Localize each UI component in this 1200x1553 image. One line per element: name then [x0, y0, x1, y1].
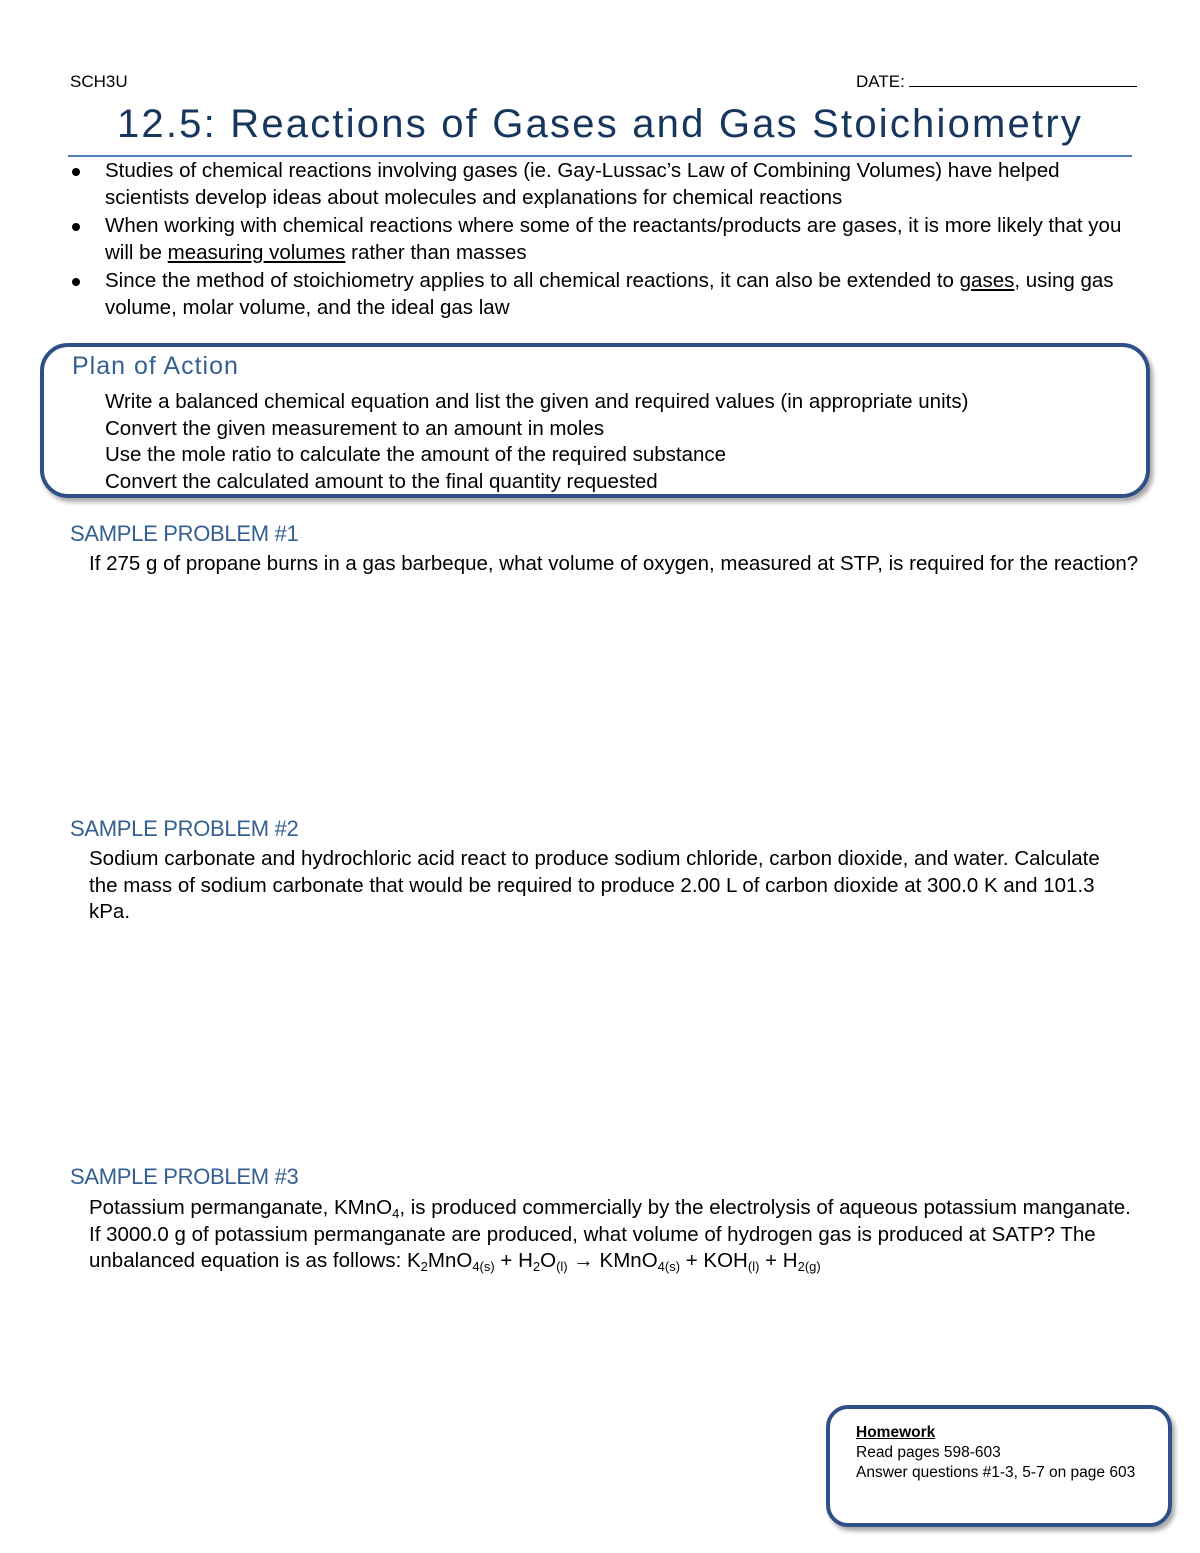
sample-problem-3-heading: SAMPLE PROBLEM #3 — [70, 1164, 299, 1189]
plus-sign: + — [680, 1249, 704, 1272]
formula-part: KOH — [703, 1249, 748, 1272]
date-blank-line — [909, 72, 1137, 87]
sample-problem-3-text — [89, 1195, 1139, 1275]
reaction-arrow-icon: → — [567, 1249, 600, 1272]
homework-title: Homework — [856, 1424, 936, 1441]
sample-problem-1-heading: SAMPLE PROBLEM #1 — [70, 521, 299, 546]
intro-bullet — [68, 268, 1148, 321]
formula-part: KMnO — [599, 1249, 658, 1272]
problem-text: , is produced commercially by the electrolysis of aqueous potassium manganate. If 3000.0 g of potassium permanganate are produced, what volume of hydrogen gas is produced at SATP? The unbalanced equation is as follows: — [89, 1196, 1131, 1272]
plan-step: Convert the given measurement to an amount in moles — [105, 416, 605, 440]
plan-steps — [105, 389, 968, 495]
plan-step: Write a balanced chemical equation and list the given and required values (in appropriate units) — [105, 390, 969, 413]
intro-bullet — [68, 213, 1148, 266]
subscript: (l) — [747, 1259, 760, 1274]
plan-step: Convert the calculated amount to the final quantity requested — [105, 469, 658, 493]
subscript: 2(g) — [797, 1259, 821, 1274]
intro-bullet — [68, 158, 1148, 211]
bullet-text: When working with chemical reactions where some of the reactants/products are gases, it is more likely that you will be — [105, 214, 1122, 264]
sample-problem-1-text: If 275 g of propane burns in a gas barbeque, what volume of oxygen, measured at STP, is required for the reaction? — [89, 552, 1139, 575]
bullet-text: rather than masses — [345, 240, 527, 264]
underlined-term: gases — [959, 269, 1015, 292]
bullet-text: Studies of chemical reactions involving gases (ie. Gay-Lussac’s Law of Combining Volumes) have helped scientists develop ideas about molecules and explanations for chemical reactions — [105, 159, 1060, 209]
sample-problem-2-heading: SAMPLE PROBLEM #2 — [70, 816, 299, 841]
formula-part: O — [540, 1249, 557, 1272]
course-code: SCH3U — [70, 72, 128, 91]
plan-step: Use the mole ratio to calculate the amount of the required substance — [105, 443, 727, 466]
formula-part: H — [782, 1249, 798, 1272]
date-label: DATE: — [856, 72, 905, 91]
bullet-text: , using gas volume, molar volume, and the ideal gas law — [105, 269, 1114, 319]
subscript: 4(s) — [472, 1259, 495, 1274]
homework-line: Read pages 598-603 — [856, 1444, 1001, 1461]
sample-problem-2-text: Sodium carbonate and hydrochloric acid react to produce sodium chloride, carbon dioxide, and water. Calculate the mass of sodium carbonate that would be required to produce 2.00 L of carbon dioxide at 300.0 K and 101.3 kPa. — [89, 847, 1100, 923]
subscript: 4 — [392, 1206, 400, 1221]
formula-part: K — [406, 1249, 421, 1272]
plus-sign: + — [494, 1249, 519, 1272]
intro-bullet-list — [68, 158, 1148, 323]
subscript: 2 — [532, 1259, 541, 1274]
plus-sign: + — [759, 1249, 783, 1272]
date-field — [856, 72, 1137, 92]
subscript: (l) — [556, 1259, 568, 1274]
title-divider — [68, 155, 1132, 157]
homework-line: Answer questions #1-3, 5-7 on page 603 — [856, 1464, 1136, 1481]
subscript: 4(s) — [657, 1259, 681, 1274]
page-title: 12.5: Reactions of Gases and Gas Stoichiometry — [116, 102, 1084, 146]
underlined-term: measuring volumes — [167, 240, 346, 264]
chemical-equation — [407, 1249, 821, 1272]
formula-part: H — [518, 1249, 533, 1272]
subscript: 2 — [420, 1259, 428, 1274]
problem-text: Potassium permanganate, KMnO — [89, 1196, 393, 1219]
formula-part: MnO — [427, 1249, 473, 1272]
plan-of-action-title: Plan of Action — [72, 352, 239, 380]
bullet-text: Since the method of stoichiometry applies to all chemical reactions, it can also be extended to — [105, 269, 960, 292]
homework-content — [856, 1423, 1135, 1483]
